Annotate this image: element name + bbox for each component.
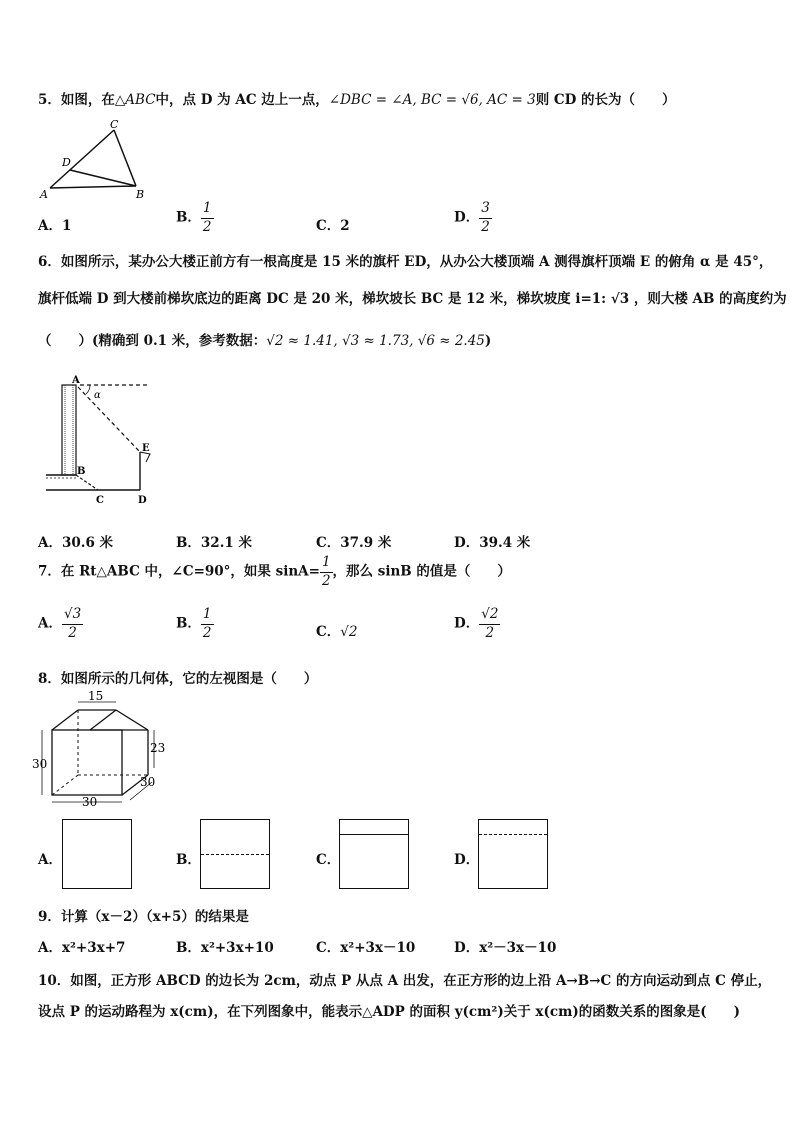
q6-label-b: B bbox=[77, 466, 86, 477]
q10-stem-line2: 设点 P 的运动路程为 x(cm)，在下列图象中，能表示△ADP 的面积 y(cm²)关于 x(cm)的函数关系的图象是( ) bbox=[38, 1004, 741, 1020]
q5-option-d-prefix: D． bbox=[454, 209, 480, 226]
q5-option-d[interactable] bbox=[454, 202, 492, 234]
q7-option-b-prefix: B． bbox=[176, 615, 201, 632]
q8-option-c-box bbox=[339, 819, 409, 889]
q7-stem bbox=[38, 556, 511, 588]
q6-stem-line2: 旗杆低端 D 到大楼前梯坎底边的距离 DC 是 20 米，梯坎坡长 BC 是 12 米，梯坎坡度 i=1: √3 ，则大楼 AB 的高度约为 bbox=[38, 291, 787, 307]
q6-building-figure bbox=[40, 372, 158, 508]
q7-stem-fraction: $\frac{1}{2}$ bbox=[321, 554, 331, 589]
q5-stem-math-conditions: ∠DBC = ∠A, BC = √6, AC = 3 bbox=[328, 92, 536, 108]
q7-stem-part-b: ，那么 sinB 的值是（ ） bbox=[332, 563, 511, 580]
q6-label-a: A bbox=[72, 375, 80, 386]
q10-stem-line1: 10．如图，正方形 ABCD 的边长为 2cm，动点 P 从点 A 出发，在正方形的边上沿 A→B→C 的方向运动到点 C 停止， bbox=[38, 973, 772, 989]
q7-option-b-fraction: $\frac{1}{2}$ bbox=[202, 606, 212, 641]
q9-stem: 9．计算（x－2）（x+5）的结果是 bbox=[38, 909, 249, 925]
q5-option-b[interactable] bbox=[176, 202, 214, 234]
q8-option-d-box bbox=[478, 819, 548, 889]
q6-stem-line1: 6．如图所示，某办公大楼正前方有一根高度是 15 米的旗杆 ED，从办公大楼顶端 A 测得旗杆顶端 E 的俯角 α 是 45°， bbox=[38, 254, 773, 270]
q8-option-b-dashed-line bbox=[201, 854, 269, 855]
q5-option-d-fraction: $\frac{3}{2}$ bbox=[481, 200, 490, 235]
q8-option-d[interactable]: D． bbox=[454, 852, 480, 868]
q5-label-a: A bbox=[40, 188, 48, 201]
q5-option-c[interactable]: C．2 bbox=[316, 218, 350, 234]
q5-option-b-fraction: $\frac{1}{2}$ bbox=[202, 200, 212, 235]
q5-label-b: B bbox=[136, 188, 145, 201]
q6-option-d[interactable]: D．39.4 米 bbox=[454, 535, 531, 551]
q9-option-c[interactable]: C．x²+3x－10 bbox=[316, 940, 416, 956]
q5-label-d: D bbox=[62, 156, 71, 169]
q8-label-top-15: 15 bbox=[88, 689, 104, 703]
q8-label-depth-30: 30 bbox=[140, 775, 156, 789]
q9-option-b[interactable]: B．x²+3x+10 bbox=[176, 940, 274, 956]
q6-label-d: D bbox=[138, 495, 147, 506]
q7-option-b[interactable] bbox=[176, 608, 214, 640]
q7-option-a-prefix: A． bbox=[38, 615, 62, 632]
q5-option-b-prefix: B． bbox=[176, 209, 201, 226]
q5-stem-part-c: 则 CD 的长为（ ） bbox=[535, 92, 676, 108]
q8-option-c[interactable]: C． bbox=[316, 852, 341, 868]
q7-option-c[interactable] bbox=[316, 620, 357, 640]
q8-option-b-box bbox=[200, 819, 270, 889]
q8-label-right-23: 23 bbox=[150, 741, 166, 755]
q5-label-c: C bbox=[110, 118, 119, 131]
q5-stem bbox=[38, 88, 676, 108]
q8-solid-figure bbox=[34, 690, 174, 810]
q7-option-a-fraction: $\frac{√3}{2}$ bbox=[63, 606, 82, 641]
q5-stem-part-a: 5．如图，在 bbox=[38, 92, 115, 108]
q8-option-a[interactable]: A． bbox=[38, 852, 62, 868]
q7-stem-part-a: 7．在 Rt△ABC 中，∠C=90°，如果 sinA= bbox=[38, 563, 320, 580]
q6-option-a[interactable]: A．30.6 米 bbox=[38, 535, 114, 551]
q6-label-alpha: α bbox=[94, 390, 101, 401]
q8-label-bottom-30: 30 bbox=[82, 795, 98, 809]
q6-stem-line3 bbox=[38, 329, 491, 349]
q8-option-c-solid-line bbox=[340, 834, 408, 835]
q9-option-a[interactable]: A．x²+3x+7 bbox=[38, 940, 126, 956]
q5-stem-math-triangle: △ABC bbox=[114, 92, 156, 108]
q8-stem: 8．如图所示的几何体，它的左视图是（ ） bbox=[38, 671, 318, 687]
q6-reference-data: √2 ≈ 1.41, √3 ≈ 1.73, √6 ≈ 2.45 bbox=[266, 333, 485, 349]
q5-option-a[interactable]: A．1 bbox=[38, 218, 72, 234]
q8-label-left-30: 30 bbox=[32, 757, 48, 771]
q7-option-d-prefix: D． bbox=[454, 615, 480, 632]
q6-label-c: C bbox=[96, 495, 104, 506]
q7-option-c-value: √2 bbox=[340, 624, 358, 640]
q6-option-c[interactable]: C．37.9 米 bbox=[316, 535, 392, 551]
q6-option-b[interactable]: B．32.1 米 bbox=[176, 535, 252, 551]
q8-option-d-dashed-line bbox=[479, 834, 547, 835]
q8-option-a-box bbox=[62, 819, 132, 889]
q5-stem-part-b: 中，点 D 为 AC 边上一点， bbox=[155, 92, 329, 108]
q5-triangle-figure bbox=[30, 118, 160, 202]
q7-option-c-prefix: C． bbox=[316, 624, 341, 640]
q8-option-b[interactable]: B． bbox=[176, 852, 201, 868]
q6-stem-line3-part-b: ) bbox=[484, 333, 492, 349]
q7-option-d[interactable] bbox=[454, 608, 500, 640]
q7-option-d-fraction: $\frac{√2}{2}$ bbox=[481, 606, 499, 641]
q9-option-d[interactable]: D．x²－3x－10 bbox=[454, 940, 557, 956]
q6-stem-line3-part-a: （ ）(精确到 0.1 米，参考数据： bbox=[38, 333, 267, 349]
q6-label-e: E bbox=[142, 443, 150, 454]
q7-option-a[interactable] bbox=[38, 608, 83, 640]
